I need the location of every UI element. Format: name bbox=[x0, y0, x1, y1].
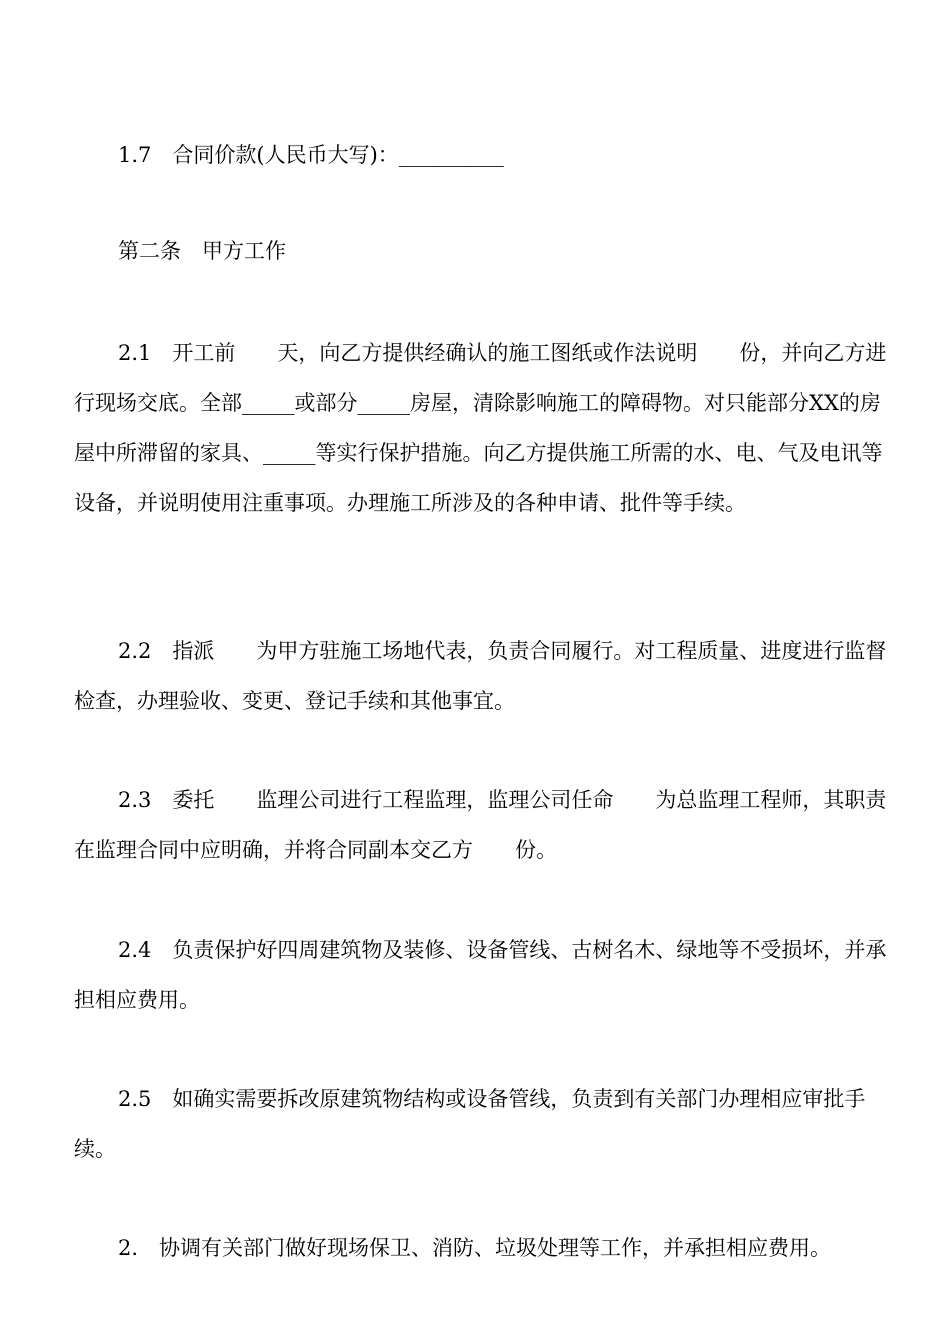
clause-2-6: 2. 协调有关部门做好现场保卫、消防、垃圾处理等工作，并承担相应费用。 bbox=[118, 1236, 832, 1260]
clause-2-2: 2.2 指派 为甲方驻施工场地代表，负责合同履行。对工程质量、进度进行监督检查，办理验收、变更、登记手续和其他事宜。 bbox=[74, 639, 887, 713]
article-2-heading: 第二条 甲方工作 bbox=[118, 239, 286, 263]
clause-2-4: 2.4 负责保护好四周建筑物及装修、设备管线、古树名木、绿地等不受损坏，并承担相应费用。 bbox=[74, 938, 887, 1012]
clause-1-7-contract-price: 1.7 合同价款(人民币大写)：__________ bbox=[118, 143, 504, 167]
clause-2-1: 2.1 开工前 天，向乙方提供经确认的施工图纸或作法说明 份，并向乙方进行现场交底。全部_____或部分_____房屋，清除影响施工的障碍物。对只能部分XX的房屋中所滞留的家具、_____等实行保护措施。向乙方提供施工所需的水、电、气及电讯等设备，并说明使用注重事项。办理施工所涉及的各种申请、批件等手续。 bbox=[74, 341, 887, 515]
clause-2-3: 2.3 委托 监理公司进行工程监理，监理公司任命 为总监理工程师，其职责在监理合同中应明确，并将合同副本交乙方 份。 bbox=[74, 788, 887, 862]
clause-2-5: 2.5 如确实需要拆改原建筑物结构或设备管线，负责到有关部门办理相应审批手续。 bbox=[74, 1087, 866, 1161]
